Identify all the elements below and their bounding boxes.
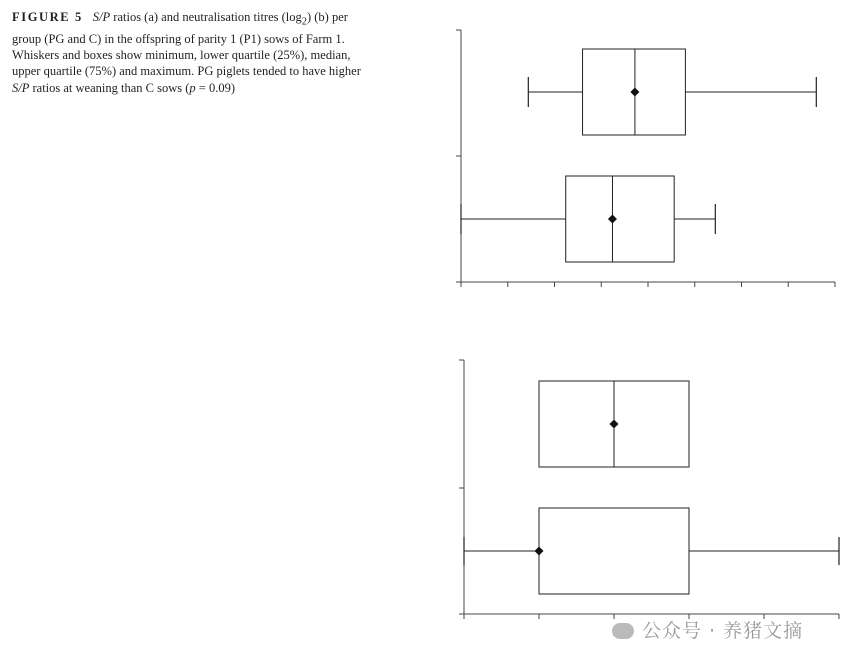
box-group-groupc <box>464 508 839 594</box>
caption-subscript: 2 <box>301 16 307 28</box>
wechat-icon <box>612 623 634 639</box>
iqr-box <box>539 508 689 594</box>
box-group-p1-2-pg <box>528 49 816 135</box>
caption-sp-2: S/P <box>12 80 30 95</box>
box-group-grouppgg <box>539 381 689 467</box>
caption-p: p <box>189 80 196 95</box>
figure-label: FIGURE 5 <box>12 10 83 24</box>
caption-sp-1: S/P <box>92 10 111 24</box>
watermark <box>612 616 803 643</box>
box-group-p1-2-c <box>461 176 715 262</box>
watermark-text: 公众号 · 养猪文摘 <box>642 620 804 642</box>
chart-neutralization-titres <box>459 360 839 619</box>
chart-sp-values <box>456 30 835 287</box>
iqr-box <box>566 176 674 262</box>
caption-text-b: ) (b) per group (PG and C) in the offspring of parity 1 (P1) sows of Farm 1. Whiskers and boxes show minimum, lower quartile (25%), median, upper quartile (75%) and maximum. PG piglets tended to have higher <box>12 10 361 79</box>
caption-text-a: ratios (a) and neutralisation titres (log <box>110 10 302 24</box>
caption-text-d: = 0.09) <box>195 80 235 95</box>
caption-text-c: ratios at weaning than C sows ( <box>29 80 190 95</box>
